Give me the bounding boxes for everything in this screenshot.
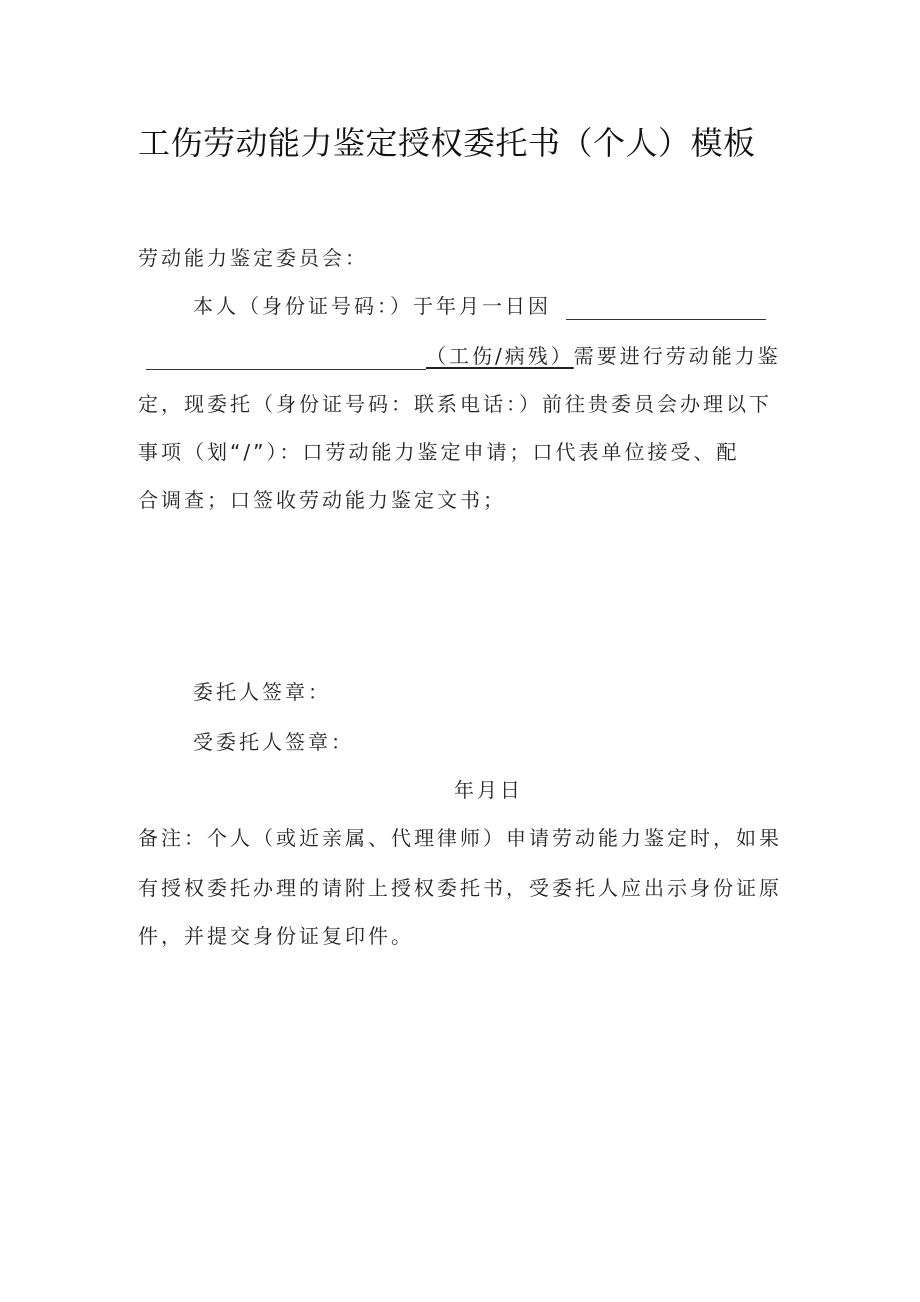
document-title: 工伤劳动能力鉴定授权委托书（个人）模板 — [138, 124, 756, 162]
cause-blank-field-continued[interactable] — [146, 347, 426, 370]
paragraph-line-1 — [193, 292, 766, 320]
injury-type-label: （工伤/病残） — [426, 344, 574, 368]
paragraph-line-5: 合调查；口签收劳动能力鉴定文书； — [138, 488, 506, 512]
agent-signature-label: 受委托人签章： — [193, 730, 354, 754]
paragraph-line-2-text: 需要进行劳动能力鉴 — [573, 344, 781, 368]
date-label: 年月日 — [454, 778, 523, 802]
note-line-3: 件，并提交身份证复印件。 — [138, 924, 414, 948]
note-line-2: 有授权委托办理的请附上授权委托书，受委托人应出示身份证原 — [138, 876, 782, 900]
paragraph-line-3: 定，现委托（身份证号码：联系电话：）前往贵委员会办理以下 — [138, 392, 772, 416]
paragraph-line-1-text: 本人（身份证号码：）于年月一日因 — [193, 294, 551, 318]
salutation: 劳动能力鉴定委员会： — [138, 246, 368, 270]
note-line-1: 备注：个人（或近亲属、代理律师）申请劳动能力鉴定时，如果 — [138, 826, 782, 850]
paragraph-line-2 — [146, 342, 781, 370]
principal-signature-label: 委托人签章： — [193, 680, 331, 704]
paragraph-line-4: 事项（划“/”）：口劳动能力鉴定申请；口代表单位接受、配 — [138, 440, 740, 464]
cause-blank-field[interactable] — [566, 297, 766, 320]
